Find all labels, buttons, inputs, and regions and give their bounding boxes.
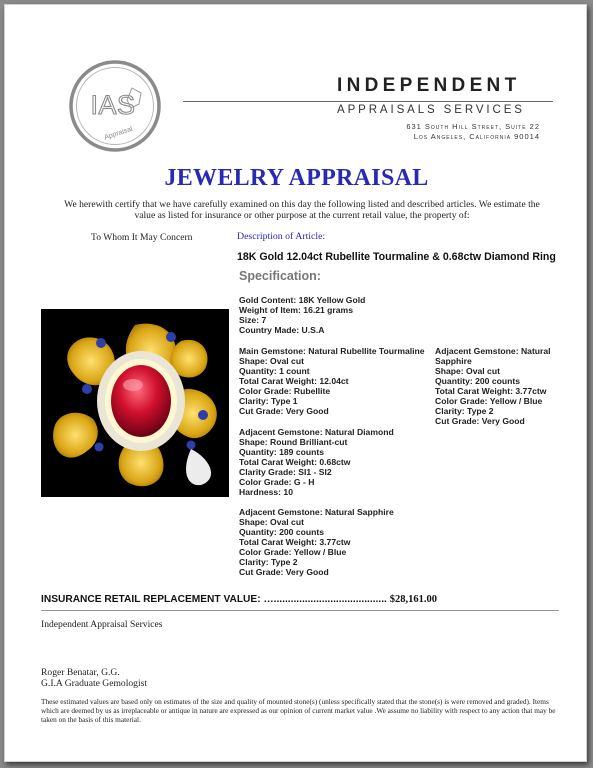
spec-line: Size: 7 [239, 315, 267, 325]
spec-line: Color Grade: Yellow / Blue [239, 547, 347, 557]
description-label: Description of Article: [237, 231, 326, 242]
signer-name: Roger Benatar, G.G. [41, 667, 120, 678]
spec-line: Shape: Oval cut [239, 356, 304, 366]
general-specs [239, 295, 365, 335]
spec-line: Cut Grade: Very Good [239, 567, 329, 577]
specification-heading: Specification: [239, 269, 321, 283]
spec-line: Hardness: 10 [239, 487, 293, 497]
ring-photo [41, 309, 229, 497]
spec-line: Total Carat Weight: 12.04ct [239, 376, 349, 386]
signer-title: G.I.A Graduate Gemologist [41, 678, 148, 689]
spec-line: Adjacent Gemstone: Natural [435, 346, 551, 356]
spec-line: Clarity Grade: SI1 - SI2 [239, 467, 332, 477]
appraisal-page [4, 4, 587, 762]
value-dots: …........................................ [263, 594, 387, 605]
header-rule [183, 101, 553, 102]
logo-subtext: Appraisal [103, 125, 134, 142]
ias-logo [69, 60, 161, 152]
spec-line: Quantity: 200 counts [435, 376, 520, 386]
spec-line: Color Grade: Rubellite [239, 386, 331, 396]
logo-letters: IAS [90, 90, 136, 120]
sapphire-specs [239, 507, 394, 577]
spec-line: Total Carat Weight: 3.77ctw [435, 386, 547, 396]
value-divider [41, 610, 559, 611]
spec-line: Adjacent Gemstone: Natural Diamond [239, 427, 394, 437]
signer-block [41, 667, 147, 689]
spec-line: Total Carat Weight: 0.68ctw [239, 457, 351, 467]
spec-line: Adjacent Gemstone: Natural Sapphire [239, 507, 394, 517]
article-title: 18K Gold 12.04ct Rubellite Tourmaline & 0.68ctw Diamond Ring [237, 251, 556, 263]
address-line-2: Los Angeles, California 90014 [413, 132, 540, 141]
adjacent-sapphire-specs-right [435, 346, 551, 426]
spec-line: Clarity: Type 1 [239, 396, 298, 406]
spec-line: Quantity: 1 count [239, 366, 310, 376]
spec-line: Cut Grade: Very Good [435, 416, 525, 426]
intro-paragraph: We herewith certify that we have carefully examined on this day the following listed and described articles. We estimate the value as listed for insurance or other purpose at the current retail value, the property of: [64, 199, 540, 221]
main-gemstone-specs [239, 346, 425, 416]
owner-name: To Whom It May Concern [91, 232, 193, 243]
company-signature: Independent Appraisal Services [41, 619, 163, 630]
diamond-specs [239, 427, 394, 497]
document-title: JEWELRY APPRAISAL [164, 165, 429, 191]
spec-line: Quantity: 200 counts [239, 527, 324, 537]
replacement-value [41, 594, 437, 605]
spec-line: Weight of Item: 16.21 grams [239, 305, 353, 315]
company-name: INDEPENDENT [337, 75, 521, 96]
spec-line: Shape: Oval cut [435, 366, 500, 376]
spec-line: Total Carat Weight: 3.77ctw [239, 537, 351, 547]
spec-line: Shape: Round Brilliant-cut [239, 437, 348, 447]
value-label: INSURANCE RETAIL REPLACEMENT VALUE: [41, 594, 261, 605]
spec-line: Gold Content: 18K Yellow Gold [239, 295, 366, 305]
spec-line: Quantity: 189 counts [239, 447, 324, 457]
address-line-1: 631 South Hill Street, Suite 22 [406, 122, 540, 131]
spec-line: Country Made: U.S.A [239, 325, 325, 335]
spec-line: Shape: Oval cut [239, 517, 304, 527]
spec-line: Clarity: Type 2 [239, 557, 298, 567]
value-amount: $28,161.00 [389, 594, 437, 605]
company-subtitle: APPRAISALS SERVICES [337, 104, 525, 116]
spec-line: Cut Grade: Very Good [239, 406, 329, 416]
spec-line: Color Grade: G - H [239, 477, 315, 487]
spec-line: Main Gemstone: Natural Rubellite Tourmaline [239, 346, 425, 356]
spec-line: Sapphire [435, 356, 472, 366]
spec-line: Clarity: Type 2 [435, 406, 494, 416]
spec-line: Color Grade: Yellow / Blue [435, 396, 543, 406]
disclaimer-text: These estimated values are based only on estimates of the size and quality of mounted stone(s) (unless specifically stated that the stone(s) is were removed and graded). Items which are deemed by us as irreplaceable or antique in nature are expressed as our opinion of current market value .We assume no liability with respect to any action that may be taken on the basis of this material. [41, 697, 556, 725]
